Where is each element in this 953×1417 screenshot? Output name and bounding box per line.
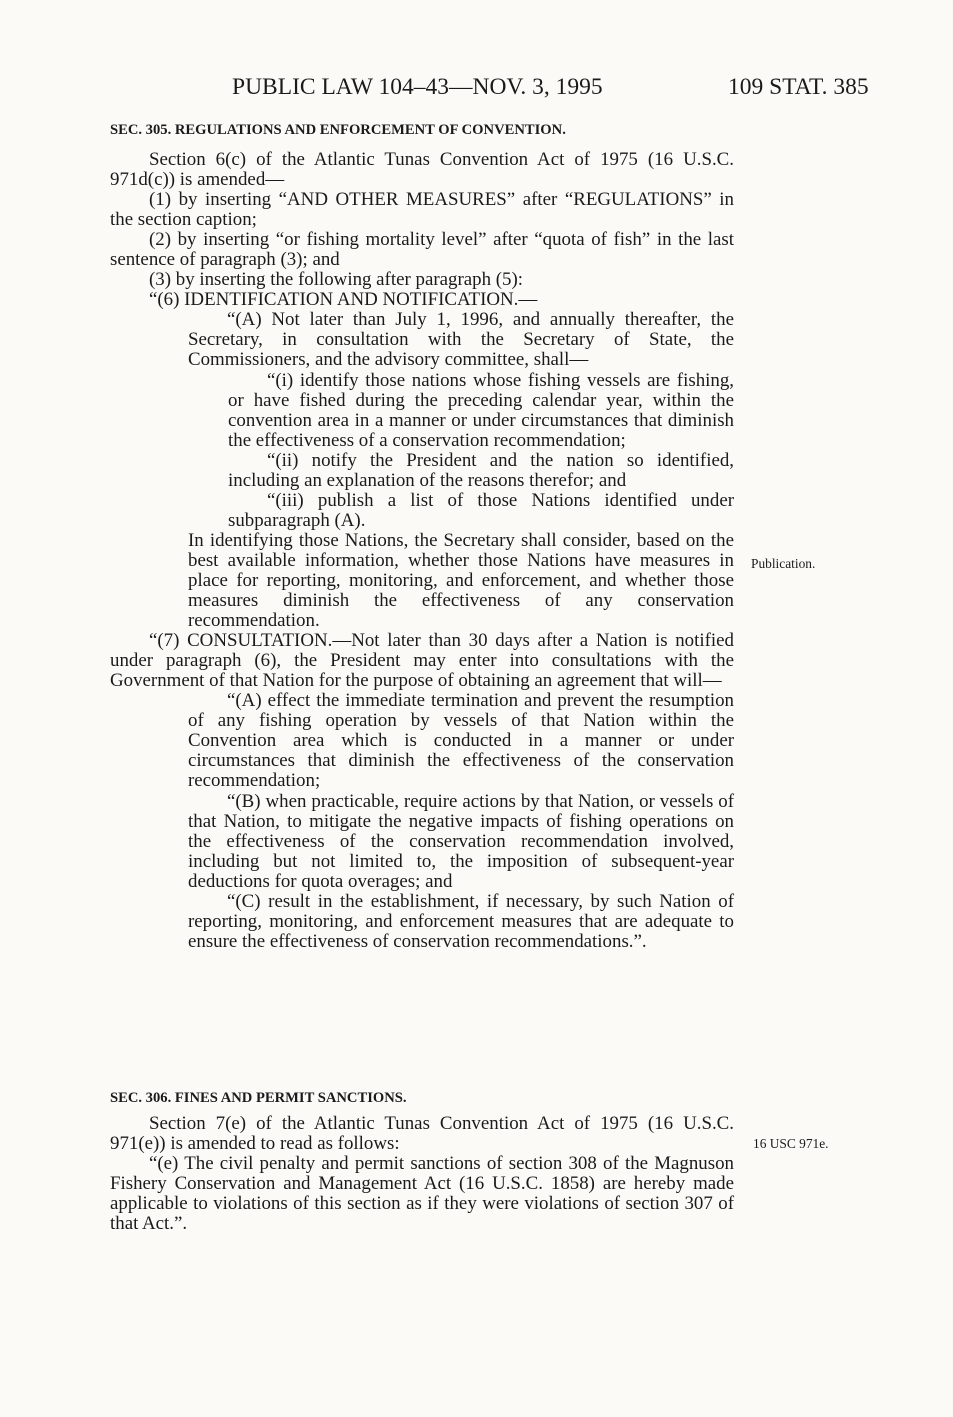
section-305-heading: SEC. 305. REGULATIONS AND ENFORCEMENT OF CONVENTION.	[110, 122, 566, 138]
paragraph-6-A-i: “(i) identify those nations whose fishing vessels are fishing, or have fished during the preceding calendar year, within the convention area in a manner or under circumstances that diminish the effectiveness of a conservation recommendation;	[228, 369, 734, 451]
paragraph-6-A: “(A) Not later than July 1, 1996, and annually thereafter, the Secretary, in consultation with the Secretary of State, the Commissioners, and the advisory committee, shall—	[188, 309, 734, 371]
amendment-item-2: (2) by inserting “or fishing mortality level” after “quota of fish” in the last sentence of paragraph (3); and	[110, 229, 734, 271]
section-305-intro: Section 6(c) of the Atlantic Tunas Convention Act of 1975 (16 U.S.C. 971d(c)) is amended—	[110, 149, 734, 191]
section-306-body	[110, 1114, 734, 1234]
running-header	[0, 74, 953, 110]
paragraph-7: “(7) CONSULTATION.—Not later than 30 days after a Nation is notified under paragraph (6), the President may enter into consultations with the Government of that Nation for the purpose of obtaining an agreement that will—	[110, 630, 734, 692]
paragraph-6-heading	[110, 290, 734, 310]
paragraph-7-B: “(B) when practicable, require actions by that Nation, or vessels of that Nation, to mitigate the negative impacts of fishing operations on the effectiveness of the conservation recommendation involved, including but not limited to, the imposition of subsequent-year deductions for quota overages; and	[188, 790, 734, 892]
margin-note-publication: Publication.	[751, 556, 816, 571]
section-306-text: “(e) The civil penalty and permit sanctions of section 308 of the Magnuson Fishery Conservation and Management Act (16 U.S.C. 1858) are hereby made applicable to violations of this section as if they were violations of section 307 of that Act.”.	[110, 1153, 734, 1235]
paragraph-6-heading-text: “(6) IDENTIFICATION AND NOTIFICATION.—	[149, 289, 538, 311]
section-306-heading: SEC. 306. FINES AND PERMIT SANCTIONS.	[110, 1090, 407, 1106]
paragraph-7-A: “(A) effect the immediate termination and prevent the resumption of any fishing operation by vessels of that Nation within the Convention area which is conducted in a manner or under circumstances that diminish the effectiveness of the conservation recommendation;	[188, 690, 734, 792]
paragraph-7-C: “(C) result in the establishment, if necessary, by such Nation of reporting, monitoring, and enforcement measures that are adequate to ensure the effectiveness of conservation recommendations.”.	[188, 890, 734, 952]
paragraph-6-closing: In identifying those Nations, the Secretary shall consider, based on the best available information, whether those Nations have measures in place for reporting, monitoring, and enforcement, and whether those measures diminish the effectiveness of any conservation recommendation.	[188, 529, 734, 632]
section-305-body	[110, 150, 734, 952]
margin-note-usc: 16 USC 971e.	[753, 1136, 829, 1151]
section-306-intro: Section 7(e) of the Atlantic Tunas Convention Act of 1975 (16 U.S.C. 971(e)) is amended to read as follows:	[110, 1113, 734, 1155]
header-title: PUBLIC LAW 104–43—NOV. 3, 1995	[232, 74, 603, 100]
paragraph-6-A-ii: “(ii) notify the President and the nation so identified, including an explanation of the reasons therefor; and	[228, 449, 734, 491]
header-stat-page: 109 STAT. 385	[728, 74, 869, 100]
amendment-item-3: (3) by inserting the following after paragraph (5):	[149, 269, 524, 291]
amendment-item-1: (1) by inserting “AND OTHER MEASURES” after “REGULATIONS” in the section caption;	[110, 189, 734, 231]
paragraph-6-A-iii: “(iii) publish a list of those Nations identified under subparagraph (A).	[228, 489, 734, 531]
